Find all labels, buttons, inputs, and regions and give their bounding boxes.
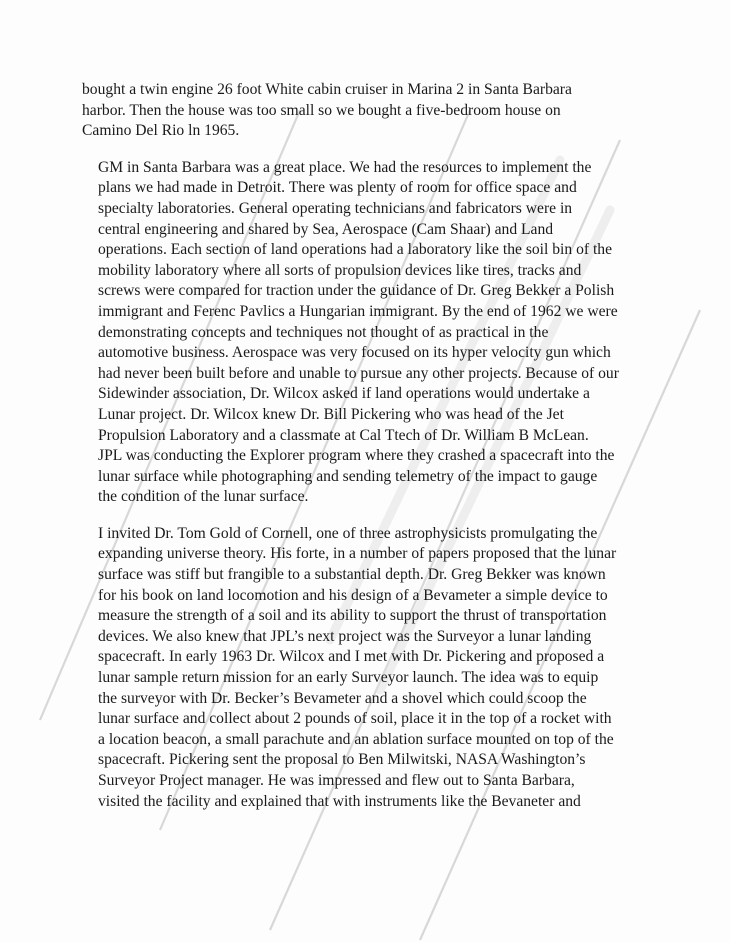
text-line: the surveyor with Dr. Becker’s Bevameter and a shovel which could scoop the [98,689,587,707]
text-line: measure the strength of a soil and its ability to support the thrust of transportation [98,607,607,625]
text-line: automotive business. Aerospace was very focused on its hyper velocity gun which [98,344,611,362]
text-line: bought a twin engine 26 foot White cabin cruiser in Marina 2 in Santa Barbara [82,81,572,98]
text-line: lunar sample return mission for an early Surveyor launch. The idea was to equip [98,669,599,687]
text-line: a location beacon, a small parachute and an ablation surface mounted on top of the [98,730,614,748]
text-line: visited the facility and explained that with instruments like the Bevaneter and [98,792,581,810]
text-line: spacecraft. Pickering sent the proposal to Ben Milwitski, NASA Washington’s [98,751,586,769]
text-line: devices. We also knew that JPL’s next project was the Surveyor a lunar landing [98,627,592,645]
text-line: operations. Each section of land operations had a laboratory like the soil bin of the [98,241,613,259]
text-line: plans we had made in Detroit. There was plenty of room for office space and [98,179,577,197]
paragraph [82,80,642,142]
text-line: surface was stiff but frangible to a substantial depth. Dr. Greg Bekker was known [98,566,606,584]
text-line: Propulsion Laboratory and a classmate at Cal Ttech of Dr. William B McLean. [98,426,589,444]
text-line: for his book on land locomotion and his design of a Bevameter a simple device to [98,586,608,604]
document-body [82,80,642,828]
text-line: spacecraft. In early 1963 Dr. Wilcox and I met with Dr. Pickering and proposed a [98,648,605,666]
text-line: expanding universe theory. His forte, in a number of papers proposed that the lunar [98,545,617,563]
text-line: I invited Dr. Tom Gold of Cornell, one of three astrophysicists promulgating the [98,524,598,542]
text-line: specialty laboratories. General operating technicians and fabricators were in [98,199,573,217]
text-line: Camino Del Rio ln 1965. [82,122,240,140]
text-line: lunar surface and collect about 2 pounds of soil, place it in the top of a rocket with [98,710,612,728]
text-line: JPL was conducting the Explorer program where they crashed a spacecraft into the [98,447,615,465]
text-line: harbor. Then the house was too small so we bought a five-bedroom house on [82,101,561,119]
text-line: Sidewinder association, Dr. Wilcox asked if land operations would undertake a [98,385,590,403]
text-line: had never been built before and unable to pursue any other projects. Because of our [98,364,619,382]
text-line: the condition of the lunar surface. [98,488,309,506]
text-line: central engineering and shared by Sea, Aerospace (Cam Shaar) and Land [98,220,554,238]
paragraph [82,524,642,812]
text-line: mobility laboratory where all sorts of propulsion devices like tires, tracks and [98,261,582,279]
text-line: Lunar project. Dr. Wilcox knew Dr. Bill Pickering who was head of the Jet [98,405,564,423]
text-line: screws were compared for traction under the guidance of Dr. Greg Bekker a Polish [98,282,615,300]
text-line: demonstrating concepts and techniques not thought of as practical in the [98,323,549,341]
text-line: lunar surface while photographing and sending telemetry of the impact to gauge [98,467,598,485]
text-line: immigrant and Ferenc Pavlics a Hungarian immigrant. By the end of 1962 we were [98,302,618,320]
text-line: Surveyor Project manager. He was impressed and flew out to Santa Barbara, [98,772,575,789]
paragraph [82,158,642,508]
text-line: GM in Santa Barbara was a great place. We had the resources to implement the [98,158,592,176]
